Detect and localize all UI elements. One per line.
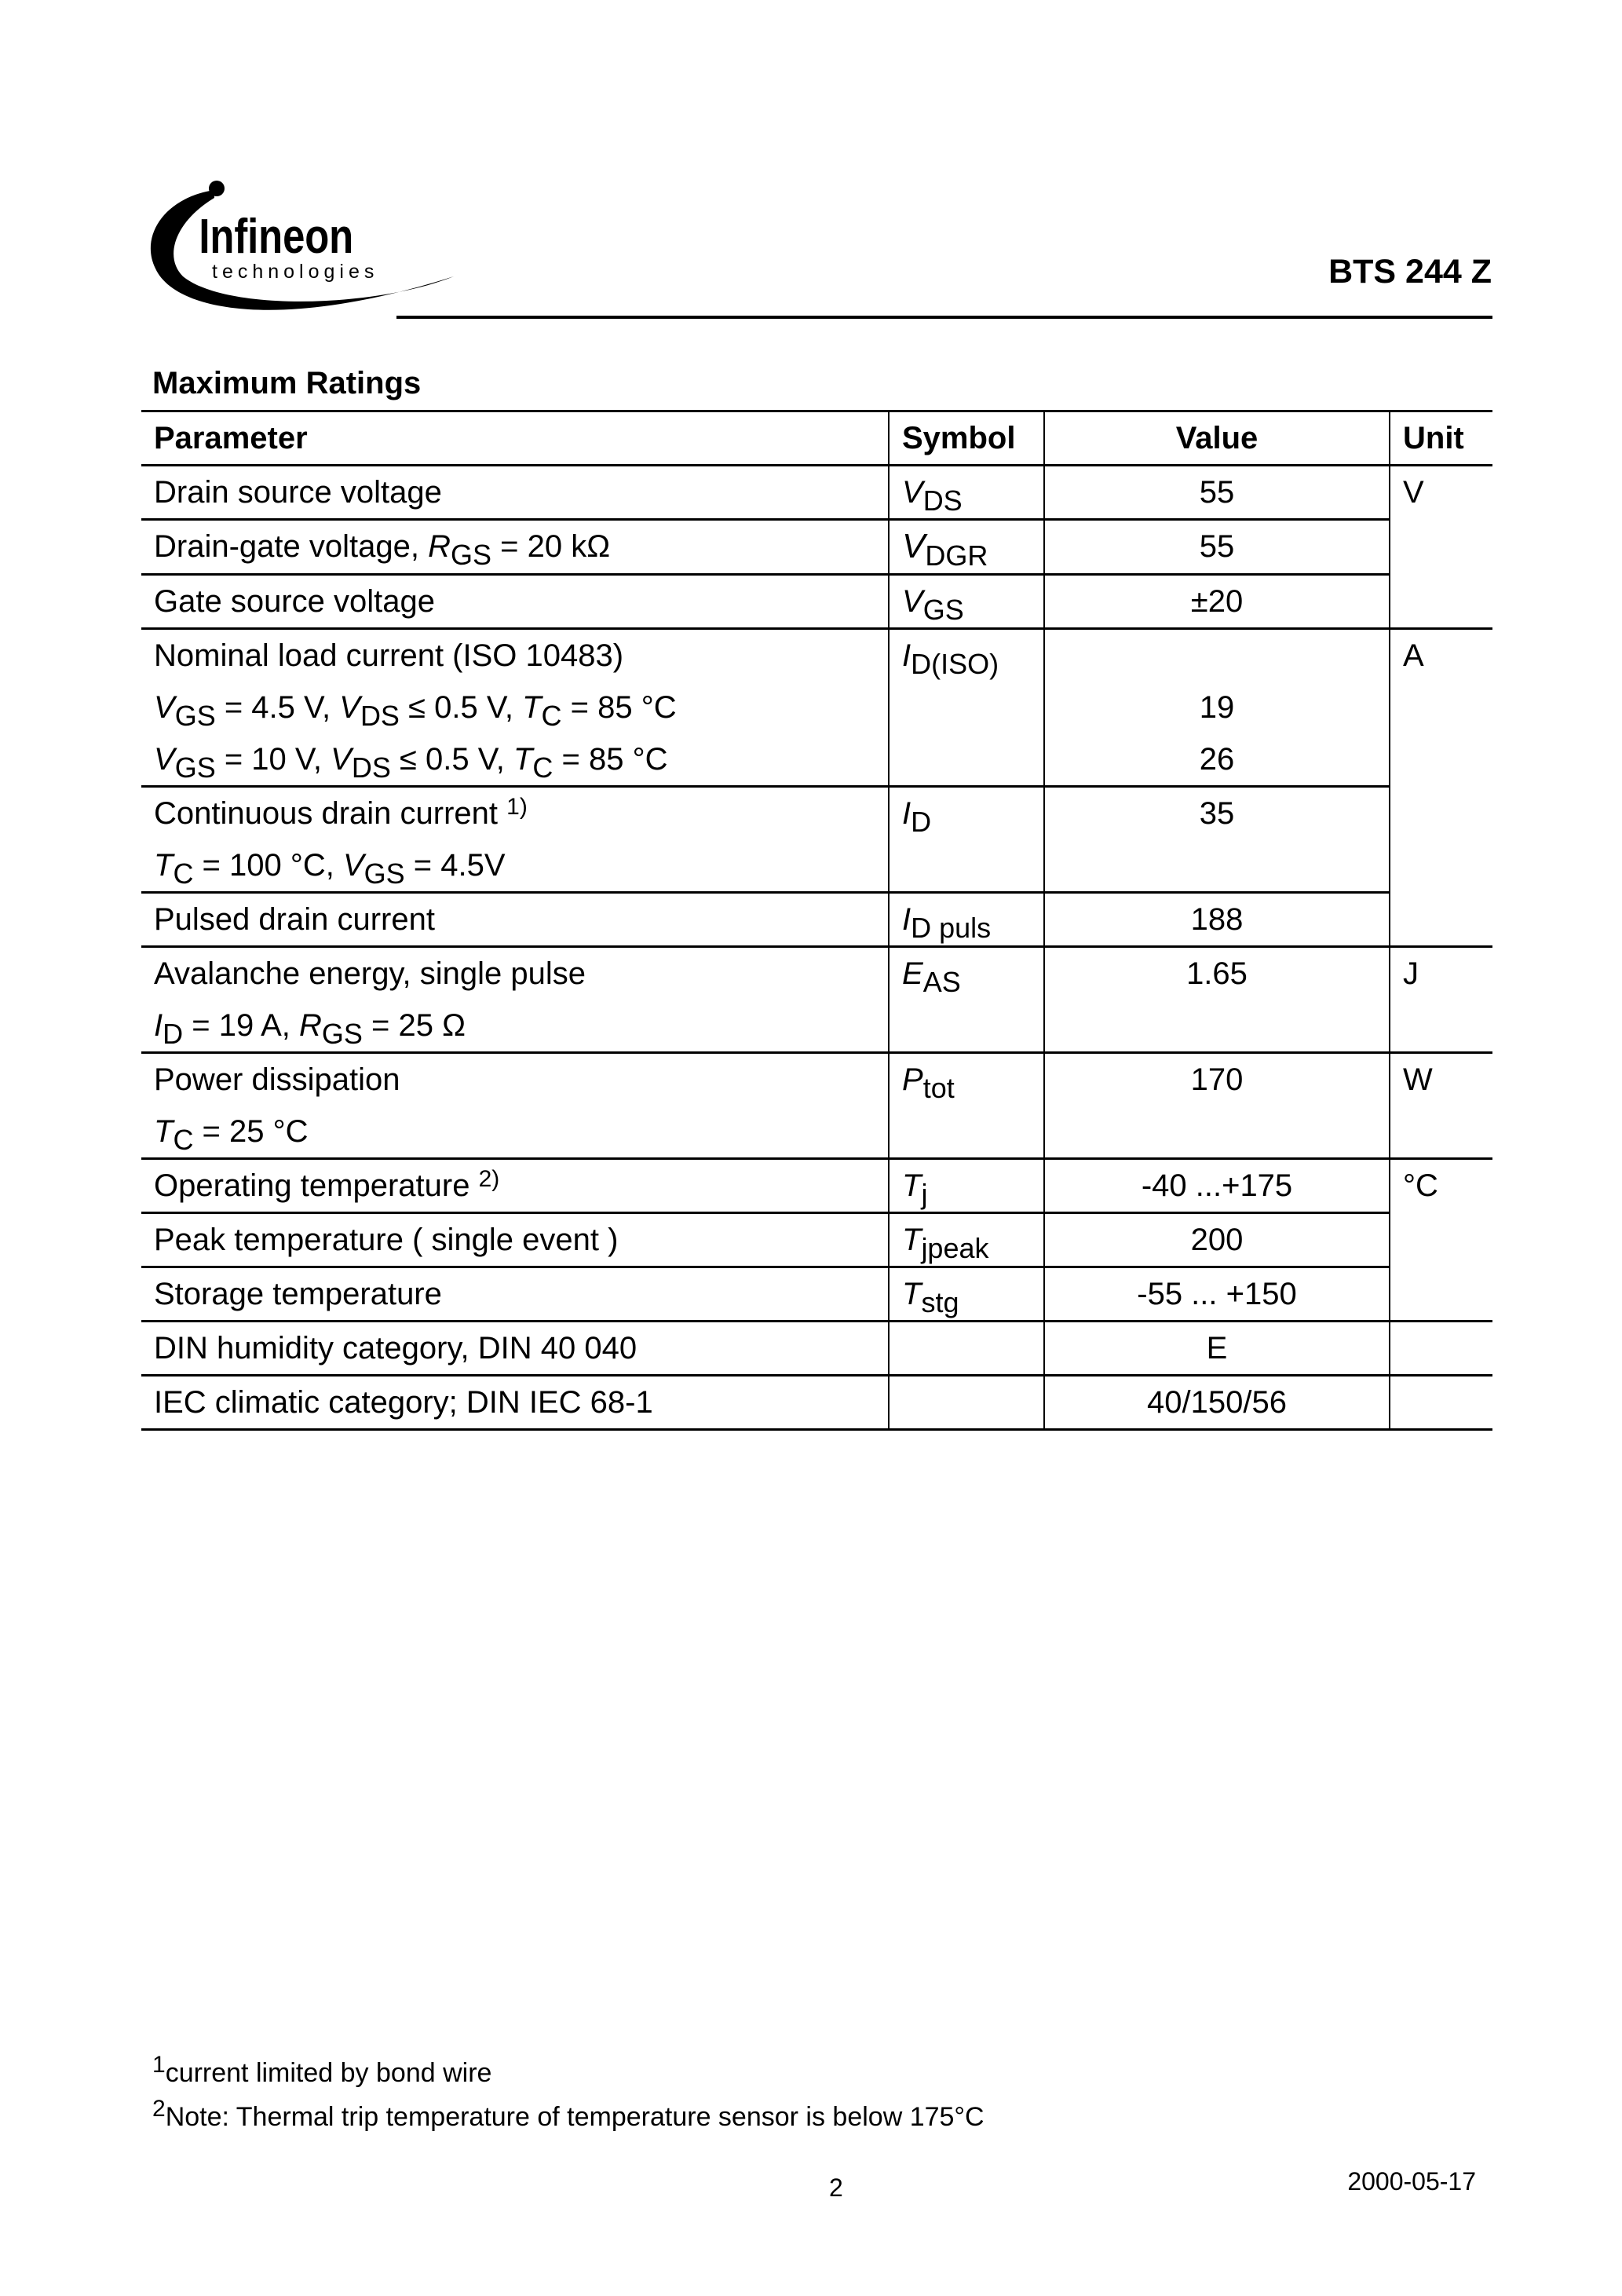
value-cell: 55 (1044, 520, 1390, 575)
symbol-cell: $T_j$ (889, 1159, 1044, 1213)
symbol-cell: $E_{AS}$ (889, 947, 1044, 1053)
table-row (141, 787, 1492, 840)
unit-cell: J (1390, 947, 1492, 1053)
header-unit: Unit (1390, 411, 1492, 466)
part-number: BTS 244 Z (1328, 253, 1492, 291)
table-row (141, 575, 1492, 629)
table-row (141, 520, 1492, 575)
logo-wordmark: Infineon (199, 210, 354, 265)
symbol-cell: $I_{D(ISO)}$ (889, 629, 1044, 787)
value-cell (1044, 629, 1390, 682)
param-cell: Peak temperature ( single event ) (141, 1213, 889, 1267)
symbol-cell: $T_{stg}$ (889, 1267, 1044, 1322)
param-cell: Nominal load current (ISO 10483) (141, 629, 889, 682)
table-row (141, 1322, 1492, 1376)
symbol-cell: $I_D$ (889, 787, 1044, 893)
symbol-cell: $V_{DGR}$ (889, 520, 1044, 575)
value-cell: ±20 (1044, 575, 1390, 629)
symbol-cell (889, 1322, 1044, 1376)
table-row (141, 1159, 1492, 1213)
header-value: Value (1044, 411, 1390, 466)
table-row (141, 1267, 1492, 1322)
footnote-1: $^1$current limited by bond wire (152, 2052, 492, 2088)
table-row (141, 1053, 1492, 1106)
table-row (141, 733, 1492, 787)
value-cell: 40/150/56 (1044, 1376, 1390, 1430)
symbol-cell (889, 1376, 1044, 1430)
footnote-2: $^2$Note: Thermal trip temperature of temperature sensor is below 175°C (152, 2096, 985, 2132)
param-cell: IEC climatic category; DIN IEC 68-1 (141, 1376, 889, 1430)
header-parameter: Parameter (141, 411, 889, 466)
condition-cell: $V_{GS} = 4.5$ V, $V_{DS} \le 0.5$ V, $T_C = 85$ °C (154, 690, 677, 732)
table-header-row (141, 411, 1492, 466)
header-symbol: Symbol (889, 411, 1044, 466)
table-row (141, 947, 1492, 1000)
value-cell: 170 (1044, 1053, 1390, 1159)
unit-cell (1390, 1322, 1492, 1376)
maximum-ratings-table (141, 410, 1492, 1431)
value-cell: 26 (1044, 733, 1390, 787)
unit-cell (1390, 1376, 1492, 1430)
symbol-cell: $V_{GS}$ (889, 575, 1044, 629)
value-cell: 188 (1044, 893, 1390, 947)
value-cell: 1.65 (1044, 947, 1390, 1053)
value-cell: 35 (1044, 787, 1390, 893)
param-cell: DIN humidity category, DIN 40 040 (141, 1322, 889, 1376)
symbol-cell: $I_{D puls}$ (889, 893, 1044, 947)
param-cell: Drain source voltage (141, 466, 889, 520)
value-cell: 19 (1044, 682, 1390, 733)
param-cell: Drain-gate voltage, $R_{GS} = 20$ kΩ (141, 520, 889, 575)
table-row (141, 1213, 1492, 1267)
value-cell: 200 (1044, 1213, 1390, 1267)
table-row (141, 682, 1492, 733)
param-cell: Operating temperature $^{2)}$ (141, 1159, 889, 1213)
value-cell: 55 (1044, 466, 1390, 520)
unit-cell: V (1390, 466, 1492, 629)
condition-cell: $V_{GS} = 10$ V, $V_{DS} \le 0.5$ V, $T_C = 85$ °C (154, 742, 668, 784)
value-cell: -40 ...+175 (1044, 1159, 1390, 1213)
header-rule (396, 316, 1492, 319)
param-cell: Continuous drain current $^{1)}$ (141, 787, 889, 840)
table-row (141, 466, 1492, 520)
unit-cell: W (1390, 1053, 1492, 1159)
section-title: Maximum Ratings (152, 366, 422, 400)
param-cell: Pulsed drain current (141, 893, 889, 947)
symbol-cell: $T_{jpeak}$ (889, 1213, 1044, 1267)
param-cell: Avalanche energy, single pulse (141, 947, 889, 1000)
value-cell: E (1044, 1322, 1390, 1376)
logo-tagline: technologies (212, 261, 379, 283)
page-number: 2 (829, 2174, 843, 2202)
unit-cell: A (1390, 629, 1492, 947)
condition-cell: $I_D = 19$ A, $R_{GS} = 25$ Ω (154, 1008, 466, 1050)
value-cell: -55 ... +150 (1044, 1267, 1390, 1322)
document-date: 2000-05-17 (1347, 2167, 1476, 2195)
param-cell: Gate source voltage (141, 575, 889, 629)
param-cell: Power dissipation (141, 1053, 889, 1106)
condition-cell: $T_C = 25$ °C (154, 1114, 309, 1156)
infineon-logo (140, 174, 469, 331)
table-row (141, 1376, 1492, 1430)
param-cell: Storage temperature (141, 1267, 889, 1322)
table-row (141, 893, 1492, 947)
unit-cell: °C (1390, 1159, 1492, 1322)
condition-cell: $T_C = 100$ °C, $V_{GS} = 4.5V$ (154, 848, 506, 890)
table-row (141, 629, 1492, 682)
symbol-cell: $P_{tot}$ (889, 1053, 1044, 1159)
footnotes (152, 2051, 985, 2139)
symbol-cell: $V_{DS}$ (889, 466, 1044, 520)
